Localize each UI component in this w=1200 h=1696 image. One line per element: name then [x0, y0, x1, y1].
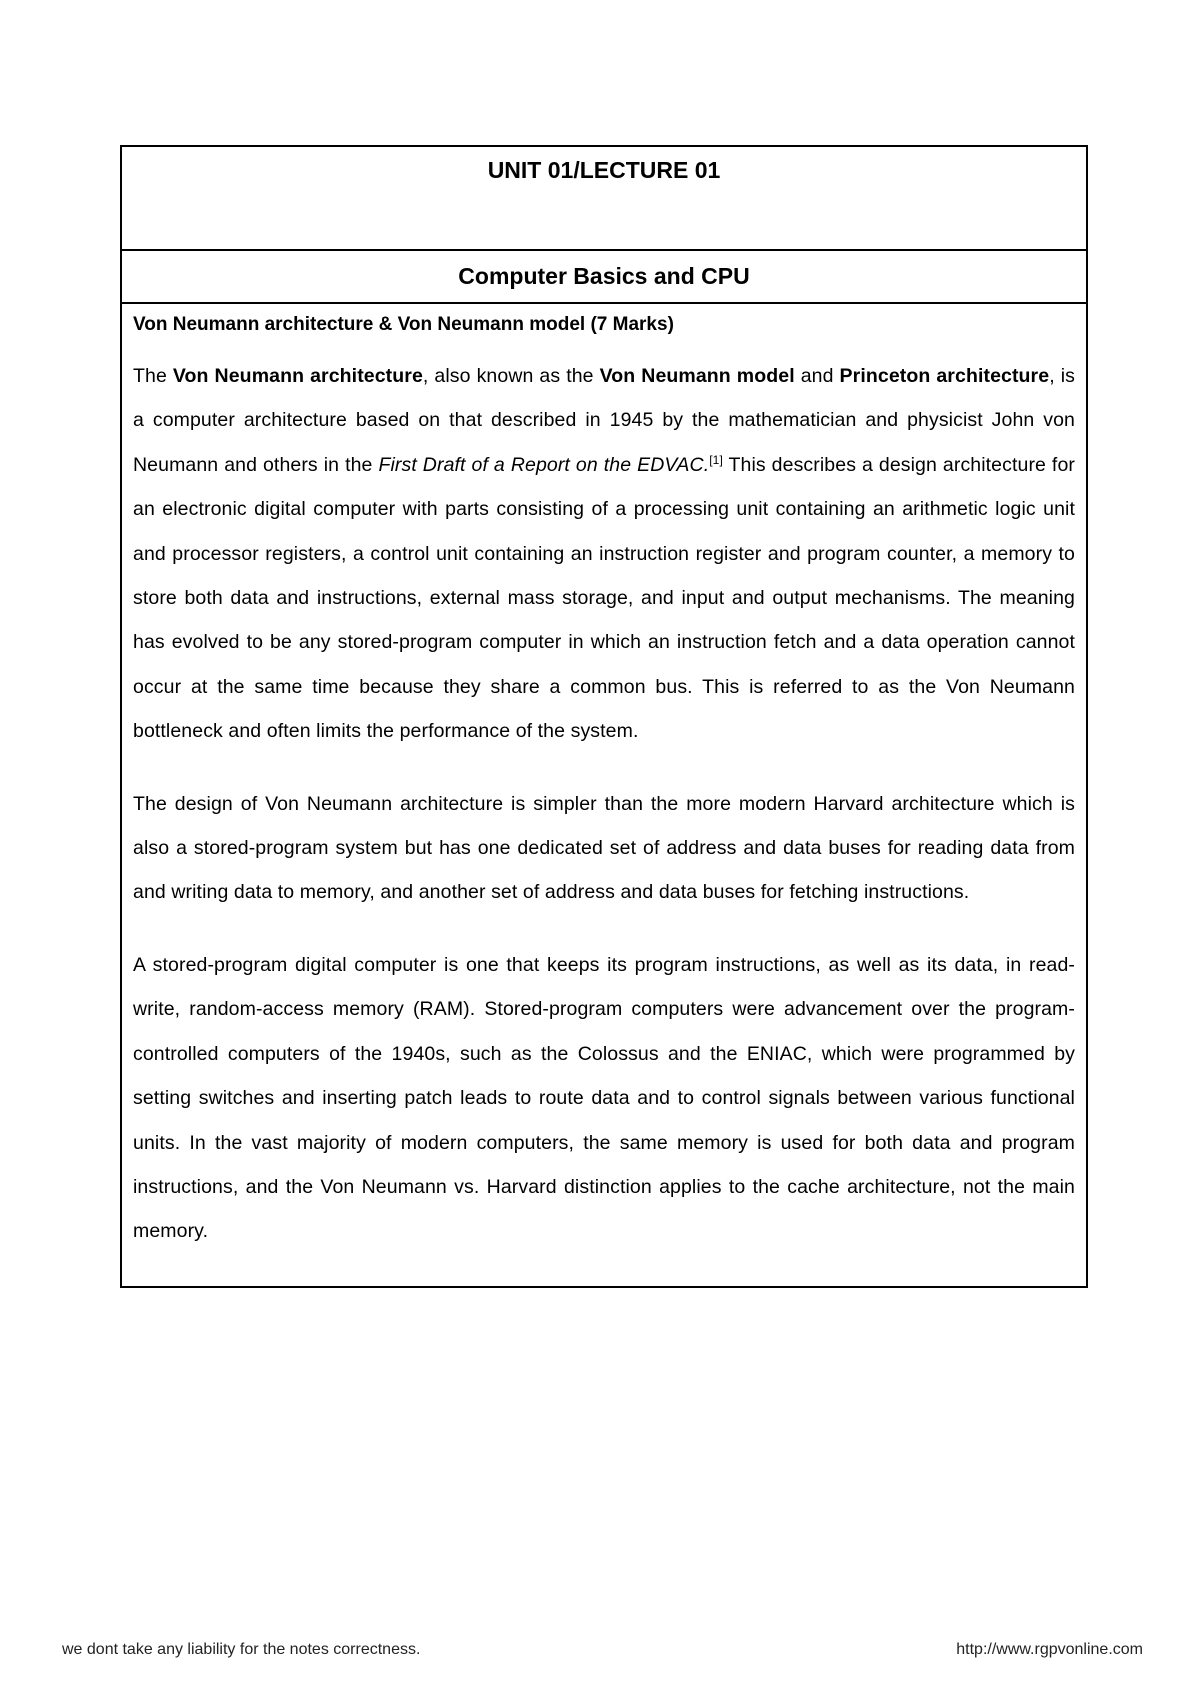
- p1-text-4: , is a computer architecture based on that described in 1945 by the mathematician and physicist John von Neumann and others in the: [133, 365, 1075, 476]
- citation-1[interactable]: [1]: [709, 452, 723, 467]
- unit-lecture-row: [122, 147, 1086, 251]
- page-title: Computer Basics and CPU: [458, 263, 750, 289]
- title-row: [122, 251, 1086, 304]
- p1-text-1: The: [133, 365, 173, 387]
- p1-bold-2: Von Neumann model: [599, 365, 795, 387]
- p1-bold-1: Von Neumann architecture: [172, 365, 423, 387]
- content-row: [122, 304, 1086, 1286]
- p1-text-5: This describes a design architecture for an electronic digital computer with parts consisting of a processing unit containing an arithmetic logic unit and processor registers, a control unit containing an instruction register and program counter, a memory to store both data and instructions, external mass storage, and input and output mechanisms. The meaning has evolved to be any stored-program computer in which an instruction fetch and a data operation cannot occur at the same time because they share a common bus. This is referred to as the Von Neumann bottleneck and often limits the performance of the system.: [133, 453, 1075, 743]
- p1-text-3: and: [794, 365, 840, 387]
- paragraph-2: The design of Von Neumann architecture is simpler than the more modern Harvard architecture which is also a stored-program system but has one dedicated set of address and data buses for reading data from and writing data to memory, and another set of address and data buses for fetching instructions.: [133, 792, 1075, 904]
- p1-bold-3: Princeton architecture: [839, 365, 1050, 387]
- section-heading: Von Neumann architecture & Von Neumann model (7 Marks): [133, 314, 674, 335]
- p1-italic-title: First Draft of a Report on the EDVAC.: [378, 453, 710, 476]
- paragraph-3: A stored-program digital computer is one that keeps its program instructions, as well as its data, in read-write, random-access memory (RAM). Stored-program computers were advancement over the program-controlled computers of the 1940s, such as the Colossus and the ENIAC, which were programmed by setting switches and inserting patch leads to route data and to control signals between various functional units. In the vast majority of modern computers, the same memory is used for both data and program instructions, and the Von Neumann vs. Harvard distinction applies to the cache architecture, not the main memory.: [133, 953, 1075, 1243]
- footer-url[interactable]: http://www.rgpvonline.com: [956, 1641, 1143, 1658]
- paragraph-1: [133, 354, 1075, 754]
- footer-disclaimer: we dont take any liability for the notes correctness.: [62, 1641, 421, 1658]
- p1-text-2: , also known as the: [422, 365, 600, 387]
- lecture-table: [120, 145, 1088, 1288]
- unit-lecture-heading: UNIT 01/LECTURE 01: [487, 157, 721, 183]
